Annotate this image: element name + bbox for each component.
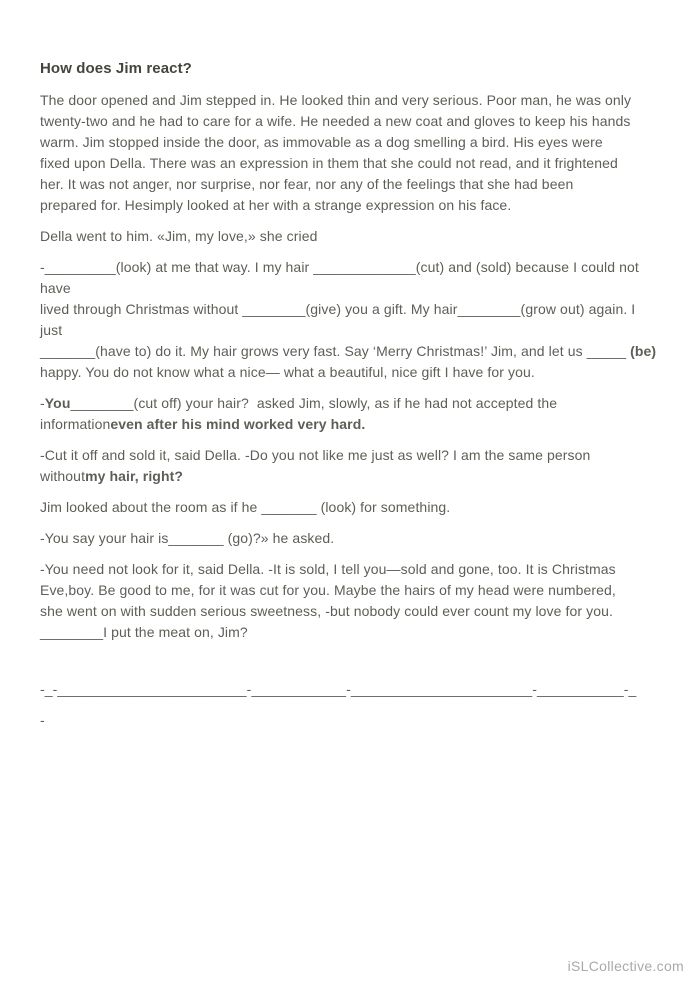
worksheet-page bbox=[40, 60, 662, 741]
paragraph-answer-line-2: - bbox=[40, 712, 45, 728]
paragraph-intro: The door opened and Jim stepped in. He looked thin and very serious. Poor man, he was only twenty-two and he had to care for a wife. He needed a new coat and gloves to keep his hands warm. Jim stopped inside the door, as immovable as a dog smelling a bird. His eyes were fixed upon Della. There was an expression in them that she could not read, and it frightened her. It was not anger, nor surprise, nor fear, nor any of the feelings that she had been prepared for. Hesimply looked at her with a strange expression on his face. bbox=[40, 92, 632, 213]
paragraph-jim-looked: Jim looked about the room as if he _______ (look) for something. bbox=[40, 499, 451, 515]
paragraph-need-not-look: -You need not look for it, said Della. -It is sold, I tell you—sold and gone, too. It is Christmas Eve,boy. Be good to me, for it was cut for you. Maybe the hairs of my head were numbered, she went on with sudden serious sweetness, -but nobody could ever count my love for you. ________I put the meat on, Jim? bbox=[40, 561, 616, 640]
paragraph-answer-line: -_-________________________-____________-_______________________-___________-_ bbox=[40, 681, 637, 697]
islcollective-watermark: iSLCollective.com bbox=[567, 958, 684, 974]
paragraph-cut-and-sold: -Cut it off and sold it, said Della. -Do you not like me just as well? I am the same person withoutmy hair, right? bbox=[40, 447, 591, 484]
paragraph-dont-look-at-me: -_________(look) at me that way. I my hair _____________(cut) and (sold) because I could not have lived through Christmas without ________(give) you a gift. My hair________(grow out) again. I just _______(have to) do it. My hair grows very fast. Say ‘Merry Christmas!’ Jim, and let us _____ (be) happy. You do not know what a nice— what a beautiful, nice gift I have for you. bbox=[40, 259, 657, 380]
paragraph-hair-gone: -You say your hair is_______ (go)?» he asked. bbox=[40, 530, 335, 546]
page-title: How does Jim react? bbox=[40, 60, 192, 77]
worksheet-body bbox=[40, 90, 662, 731]
paragraph-you-cut-off: -You________(cut off) your hair? asked Jim, slowly, as if he had not accepted the informationeven after his mind worked very hard. bbox=[40, 395, 558, 432]
paragraph-della-cried: Della went to him. «Jim, my love,» she cried bbox=[40, 228, 318, 244]
